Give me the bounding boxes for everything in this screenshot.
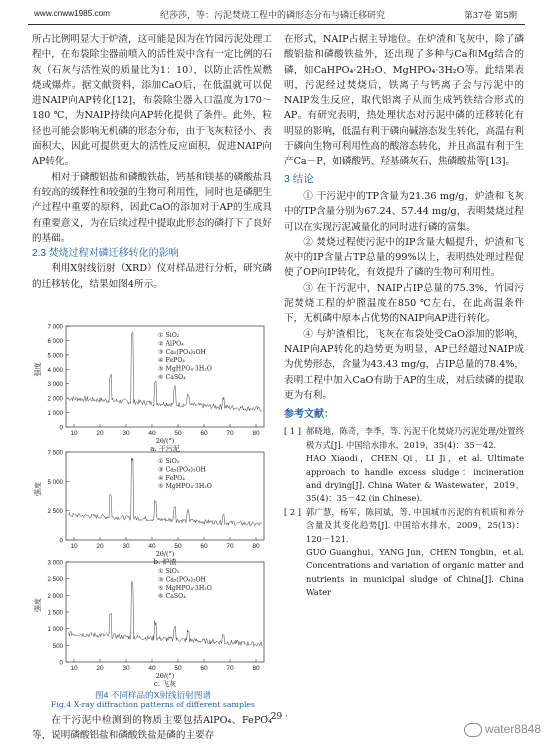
y-axis-label: 强度 xyxy=(34,482,42,496)
x-tick-label: 50 xyxy=(174,543,182,550)
section-heading-2-3: 2.3 焚烧过程对磷迁移转化的影响 xyxy=(32,248,179,260)
references-heading: 参考文献： xyxy=(284,409,334,421)
x-tick-label: 70 xyxy=(226,543,234,550)
y-tick-label: 6 000 xyxy=(47,337,63,345)
x-tick-label: 70 xyxy=(226,665,234,672)
panel-label: c. 飞灰 xyxy=(153,680,177,688)
legend-entry: ④ FePO₄ xyxy=(158,474,185,482)
volume-issue: 第37卷 第5期 xyxy=(464,11,517,21)
x-tick-label: 30 xyxy=(122,430,130,437)
x-tick-label: 70 xyxy=(226,430,234,437)
legend-entry: ① SiO₂ xyxy=(158,332,180,339)
y-tick-label: 0 xyxy=(59,537,63,545)
y-tick-label: 2 000 xyxy=(47,592,63,600)
page-header xyxy=(0,0,553,26)
conclusion-2: ② 焚烧过程使污泥中的IP含量大幅提升，炉渣和飞灰中的IP含量占TP总量的99%以上，表明热处理过程促使了OP向IP转化，有效提升了磷的生物可利用性。 xyxy=(284,236,524,279)
x-tick-label: 60 xyxy=(200,430,208,437)
conclusion-4: ④ 与炉渣相比，飞灰在布袋处受CaO添加的影响，NAIP向AP转化的趋势更为明显，AP已经超过NAIP成为优势形态，含量为43.43 mg/g，占IP总量的78.4%，表明工程中加入CaO有助于AP的生成，对后续磷的提取更为有利。 xyxy=(284,328,524,401)
paragraph: 利用X射线衍射（XRD）仪对样品进行分析，研究磷的迁移转化，结果如图4所示。 xyxy=(32,263,272,290)
legend-entry: ① SiO₂ xyxy=(158,458,180,465)
x-tick-label: 60 xyxy=(200,665,208,672)
y-tick-label: 3 000 xyxy=(47,559,63,567)
legend-entry: ⑤ MgHPO₄·3H₂O xyxy=(158,584,212,592)
right-column xyxy=(284,32,524,600)
y-tick-label: 1 000 xyxy=(47,410,63,418)
paragraph: 所占比例明显大于炉渣，这可能是因为在竹园污泥处理工程中，在布袋除尘器前喷入的活性炭中含有一定比例的石灰（石灰与活性炭的质量比为1：10），以防止活性炭燃烧或爆炸。据文献资料，添加CaO后，在低温就可以促进NAIP向AP转化[12]，布袋除尘器入口温度为170～180 ℃，为NAIP持续向AP转化提供了条件。此外，粒径也可能会影响无机磷的形态分布，由于飞灰粒径小、表面积大，因此可提供更大的活性反应面积，促进NAIP向AP转化。 xyxy=(32,34,272,168)
x-tick-label: 40 xyxy=(148,430,156,437)
x-axis-label: 2θ/(°) xyxy=(155,672,175,680)
figure-caption-cn: 图4 不同样品的X射线衍射图谱 xyxy=(94,690,212,700)
x-tick-label: 40 xyxy=(148,665,156,672)
paragraph: 相对于磷酸铝盐和磷酸铁盐，钙基和镁基的磷酸盐具有较高的缓释性和较强的生物可利用性，同时也是磷肥生产过程中重要的原料，因此CaO的添加对于AP的生成具有重要意义，为在后续过程中提取此形态的磷打下了良好的基础。 xyxy=(32,171,272,244)
x-tick-label: 40 xyxy=(148,543,156,550)
x-tick-label: 20 xyxy=(96,430,104,437)
x-tick-label: 20 xyxy=(96,543,104,550)
section-heading-3: 3 结论 xyxy=(284,172,314,185)
x-tick-label: 10 xyxy=(70,665,78,672)
running-title: 纪莎莎，等：污泥焚烧工程中的磷形态分布与磷迁移研究 xyxy=(160,11,386,21)
y-tick-label: 3 000 xyxy=(47,381,63,389)
xrd-figure xyxy=(32,322,274,702)
left-column xyxy=(32,32,272,292)
x-axis-label: 2θ/(°) xyxy=(155,437,175,445)
watermark: water8848 xyxy=(464,722,541,737)
legend-entry: ⑤ MgHPO₄·3H₂O xyxy=(158,483,212,491)
reference-item: [ 1 ] 郝晓地，陈奇，李季，等. 污泥干化焚烧乃污泥处理/处置终极方式[J]. 中国给水排水，2019，35(4)：35－42. xyxy=(284,426,524,450)
x-tick-label: 50 xyxy=(174,665,182,672)
legend-entry: ③ Ca₅(PO₄)₃OH xyxy=(158,348,206,356)
legend-entry: ⑤ MgHPO₄·3H₂O xyxy=(158,365,212,373)
x-tick-label: 80 xyxy=(252,665,260,672)
x-tick-label: 20 xyxy=(96,665,104,672)
legend-entry: ③ Ca₅(PO₄)₃OH xyxy=(158,466,206,474)
y-tick-label: 4 000 xyxy=(47,366,63,374)
x-tick-label: 10 xyxy=(70,430,78,437)
figure-caption-en: Fig.4 X-ray diffraction patterns of different samples xyxy=(50,700,256,709)
reference-item: HAO Xiaodi，CHEN Qi，LI Ji，et al. Ultimate approach to handle excess sludge：incineration and drying[J]. China Water & Wastewater，2019，35(4)：35－42 (in Chinese). xyxy=(306,453,524,504)
y-tick-label: 2 500 xyxy=(47,576,63,584)
x-tick-label: 10 xyxy=(70,543,78,550)
y-tick-label: 1 500 xyxy=(47,609,63,617)
y-tick-label: 2 000 xyxy=(47,395,63,403)
legend-entry: ① SiO₂ xyxy=(158,568,180,575)
x-tick-label: 50 xyxy=(174,430,182,437)
wechat-icon xyxy=(464,723,482,737)
x-tick-label: 80 xyxy=(252,543,260,550)
reference-item: [ 2 ] 郭广慧，杨军，陈同斌，等. 中国城市污泥的有机质和养分含量及其变化趋势[J]. 中国给水排水，2009，25(13)：120－121. xyxy=(284,506,524,544)
conclusion-3: ③ 在干污泥中，NAIP占IP总量的75.3%，竹园污泥焚烧工程的炉膛温度在850 ℃左右，在此高温条件下，无机磷中原本占优势的NAIP向AP进行转化。 xyxy=(284,282,524,325)
y-tick-label: 0 xyxy=(59,424,63,432)
y-tick-label: 1 000 xyxy=(47,626,63,634)
xrd-chart xyxy=(32,322,274,702)
x-axis-label: 2θ/(°) xyxy=(155,550,175,558)
panel-label: b. 炉渣 xyxy=(153,558,177,566)
legend-entry: ③ Ca₅(PO₄)₃OH xyxy=(158,576,206,584)
legend-entry: ⑥ CaSO₄ xyxy=(158,593,186,601)
y-tick-label: 500 xyxy=(52,642,63,650)
y-tick-label: 0 xyxy=(59,659,63,667)
header-rule xyxy=(28,24,525,25)
y-tick-label: 5 000 xyxy=(47,478,63,486)
y-tick-label: 5 000 xyxy=(47,352,63,360)
x-tick-label: 80 xyxy=(252,430,260,437)
journal-url: www.cnww1985.com xyxy=(34,9,110,18)
y-tick-label: 7 500 xyxy=(47,449,63,457)
y-tick-label: 7 000 xyxy=(47,323,63,331)
page-number: · 29 · xyxy=(265,712,288,722)
legend-entry: ⑥ CaSO₄ xyxy=(158,374,186,381)
paragraph: 在形式，NAIP占据主导地位。在炉渣和飞灰中，除了磷酸铝盐和磷酸铁盐外，还出现了多种与Ca和Mg结合的磷，如CaHPO₄·2H₂O、MgHPO₄·3H₂O等。此结果表明，污泥经过焚烧后，铁离子与钙离子会与污泥中的NAIP发生反应，取代铝离子从而生成钙铁结合形式的AP。有研究表明，热处理状态对污泥中磷的迁移转化有明显的影响，低温有利于磷向碱溶态发生转化，高温有利于磷向生物可利用性高的酸溶态转化，并且高温有利于生产Ca－P，如磷酸钙、羟基磷灰石、焦磷酸盐等[13]。 xyxy=(284,34,524,168)
x-tick-label: 30 xyxy=(122,665,130,672)
x-tick-label: 30 xyxy=(122,543,130,550)
conclusion-1: ① 干污泥中的TP含量为21.36 mg/g，炉渣和飞灰中的TP含量分别为67.24、57.44 mg/g，表明焚烧过程可以在实现污泥减量化的同时进行磷的富集。 xyxy=(284,190,524,233)
legend-entry: ② AlPO₄ xyxy=(158,340,184,348)
plot-frame xyxy=(66,452,264,540)
y-axis-label: 强度 xyxy=(34,362,42,377)
legend-entry: ④ FePO₄ xyxy=(158,357,185,365)
paragraph: 在干污泥中检测到的物质主要包括AlPO₄、FePO₄等，说明磷酸铝盐和磷酸铁盐是磷的主要存 xyxy=(32,715,272,742)
panel-label: a. 干污泥 xyxy=(150,445,180,453)
x-tick-label: 60 xyxy=(200,543,208,550)
reference-item: GUO Guanghui，YANG Jun，CHEN Tongbin，et al. Concentrations and variation of organic matter and nutrients in municipal sludge of China[J]. China Water xyxy=(306,547,524,598)
y-tick-label: 2 500 xyxy=(47,508,63,516)
y-axis-label: 强度 xyxy=(34,598,42,612)
